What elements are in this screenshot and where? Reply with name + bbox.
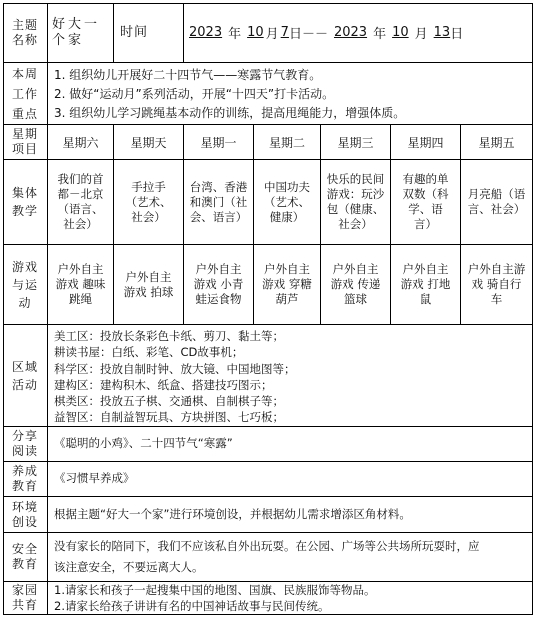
env-text: 根据主题“好大一个家”进行环境创设，并根据幼儿需求增添区角材料。 <box>54 506 411 521</box>
games-cell-thu <box>391 245 461 325</box>
game-activity: 户外自主游戏 拍球 <box>123 269 174 299</box>
focus-list <box>48 63 533 125</box>
day-label: 星期一 <box>200 135 237 150</box>
game-activity: 户外自主游戏 小青蛙运食物 <box>193 262 244 306</box>
day-label: 星期六 <box>62 135 99 150</box>
games-cell-sat <box>48 245 114 325</box>
day-label: 星期五 <box>478 135 515 150</box>
area-item: 建构区：建构积木、纸盒、搭建技巧图示； <box>54 377 273 392</box>
group-activity: 有趣的单双数（科学、语言） <box>402 172 449 231</box>
game-activity: 户外自主游戏 骑自行车 <box>467 262 526 306</box>
env-label: 环境创设 <box>11 499 38 529</box>
group-activity: 我们的首都－北京（语言、社会） <box>57 172 104 231</box>
area-item: 棋类区：投放五子棋、交通棋、自制棋子等； <box>54 394 284 409</box>
games-cell-sun <box>114 245 184 325</box>
areas-list <box>48 325 533 427</box>
area-item: 美工区：投放长条彩色卡纸、剪刀、黏土等； <box>54 329 284 343</box>
group-activity: 台湾、香港和澳门（社会、语言） <box>189 179 248 224</box>
focus-item: 2. 做好“运动月”系列活动，开展“十四天”打卡活动。 <box>54 87 335 101</box>
start-month: 10 <box>247 25 264 40</box>
focus-label-cell <box>3 63 48 125</box>
habit-label-cell <box>3 462 48 497</box>
area-item: 科学区：投放自制时钟、放大镜、中国地图等； <box>54 361 296 376</box>
focus-item: 3. 组织幼儿学习跳绳基本动作的训练，提高甩绳能力，增强体质。 <box>54 106 406 120</box>
day-header-mon <box>184 125 254 160</box>
habit-label: 养成教育 <box>11 464 38 493</box>
reading-cell <box>48 427 533 462</box>
home-label-cell <box>3 582 48 615</box>
games-cell-tue <box>254 245 321 325</box>
end-day: 13 <box>433 25 451 40</box>
game-activity: 户外自主游戏 趣味跳绳 <box>55 262 106 306</box>
day-header-wed <box>321 125 391 160</box>
group-activity: 中国功夫（艺术、健康） <box>264 179 310 224</box>
group-cell-sat <box>48 160 114 245</box>
day-header-sat <box>48 125 114 160</box>
safety-cell <box>48 533 533 582</box>
home-line: 1.请家长和孩子一起搜集中国的地图、国旗、民族服饰等物品。 <box>54 583 376 597</box>
safety-line: 该注意安全，不要远离大人。 <box>54 560 204 574</box>
end-year: 2023 <box>333 25 368 40</box>
theme-label: 主题名称 <box>11 17 38 47</box>
games-cell-wed <box>321 245 391 325</box>
start-year: 2023 <box>189 25 223 40</box>
habit-cell <box>48 462 533 497</box>
day-label: 星期二 <box>268 135 305 150</box>
week-label: 星期项目 <box>11 127 38 156</box>
day-label: 星期天 <box>130 135 167 150</box>
reading-label-cell <box>3 427 48 462</box>
theme-value-cell <box>48 3 114 63</box>
month-unit-1: 月 <box>265 27 279 42</box>
reading-text: 《聪明的小鸡》、二十四节气“寒露” <box>54 436 233 451</box>
focus-label: 本周工作重点 <box>11 66 38 121</box>
games-cell-fri <box>461 245 533 325</box>
day-header-sun <box>114 125 184 160</box>
theme-label-cell <box>3 3 48 63</box>
time-label: 时间 <box>120 25 149 40</box>
year-unit-1: 年 <box>228 27 242 42</box>
group-label: 集体教学 <box>11 186 38 218</box>
home-line: 2.请家长给孩子讲讲有名的中国神话故事与民间传统。 <box>54 598 330 613</box>
end-month: 10 <box>392 25 409 40</box>
start-day: 7 <box>280 25 289 40</box>
week-label-cell <box>3 125 48 160</box>
month-unit-2: 月 <box>414 27 428 42</box>
games-label-cell <box>3 245 48 325</box>
areas-label-cell <box>3 325 48 427</box>
group-cell-fri <box>461 160 533 245</box>
env-label-cell <box>3 497 48 533</box>
home-label: 家园共育 <box>11 583 38 612</box>
group-cell-mon <box>184 160 254 245</box>
game-activity: 户外自主游戏 传递篮球 <box>330 262 381 306</box>
group-activity: 快乐的民间游戏：玩沙包（健康、社会） <box>326 172 385 231</box>
areas-label: 区域活动 <box>11 359 38 392</box>
focus-item: 1. 组织幼儿开展好二十四节气——寒露节气教育。 <box>54 68 322 82</box>
reading-label: 分享阅读 <box>11 429 38 458</box>
day-label: 星期四 <box>407 135 444 150</box>
safety-label-cell <box>3 533 48 582</box>
year-unit-2: 年 <box>373 27 387 42</box>
env-cell <box>48 497 533 533</box>
day-header-fri <box>461 125 533 160</box>
time-label-cell <box>114 3 184 63</box>
group-cell-tue <box>254 160 321 245</box>
games-label: 游戏与运动 <box>11 259 38 310</box>
group-activity: 月亮船（语言、社会） <box>467 187 526 216</box>
group-activity: 手拉手（艺术、社会） <box>125 179 172 224</box>
area-item: 耕读书屋：白纸、彩笔、CD故事机； <box>54 345 244 360</box>
safety-label: 安全教育 <box>11 542 38 571</box>
day-unit: 日 <box>450 27 464 42</box>
day-label: 星期三 <box>337 135 374 150</box>
habit-text: 《习惯早养成》 <box>54 471 135 486</box>
group-cell-sun <box>114 160 184 245</box>
safety-line: 没有家长的陪同下，我们不应该私自外出玩耍。在公园、广场等公共场所玩耍时，应 <box>54 539 480 553</box>
group-label-cell <box>3 160 48 245</box>
games-cell-mon <box>184 245 254 325</box>
day-header-tue <box>254 125 321 160</box>
area-item: 益智区：自制益智玩具、方块拼图、七巧板； <box>54 410 284 425</box>
home-cell <box>48 582 533 615</box>
day-header-thu <box>391 125 461 160</box>
game-activity: 户外自主游戏 打地鼠 <box>400 262 451 306</box>
game-activity: 户外自主游戏 穿糖葫芦 <box>262 262 312 306</box>
date-range-cell <box>184 3 533 63</box>
group-cell-wed <box>321 160 391 245</box>
theme-value: 好大一个家 <box>52 17 101 48</box>
date-separator: 日－－ <box>288 27 328 42</box>
group-cell-thu <box>391 160 461 245</box>
